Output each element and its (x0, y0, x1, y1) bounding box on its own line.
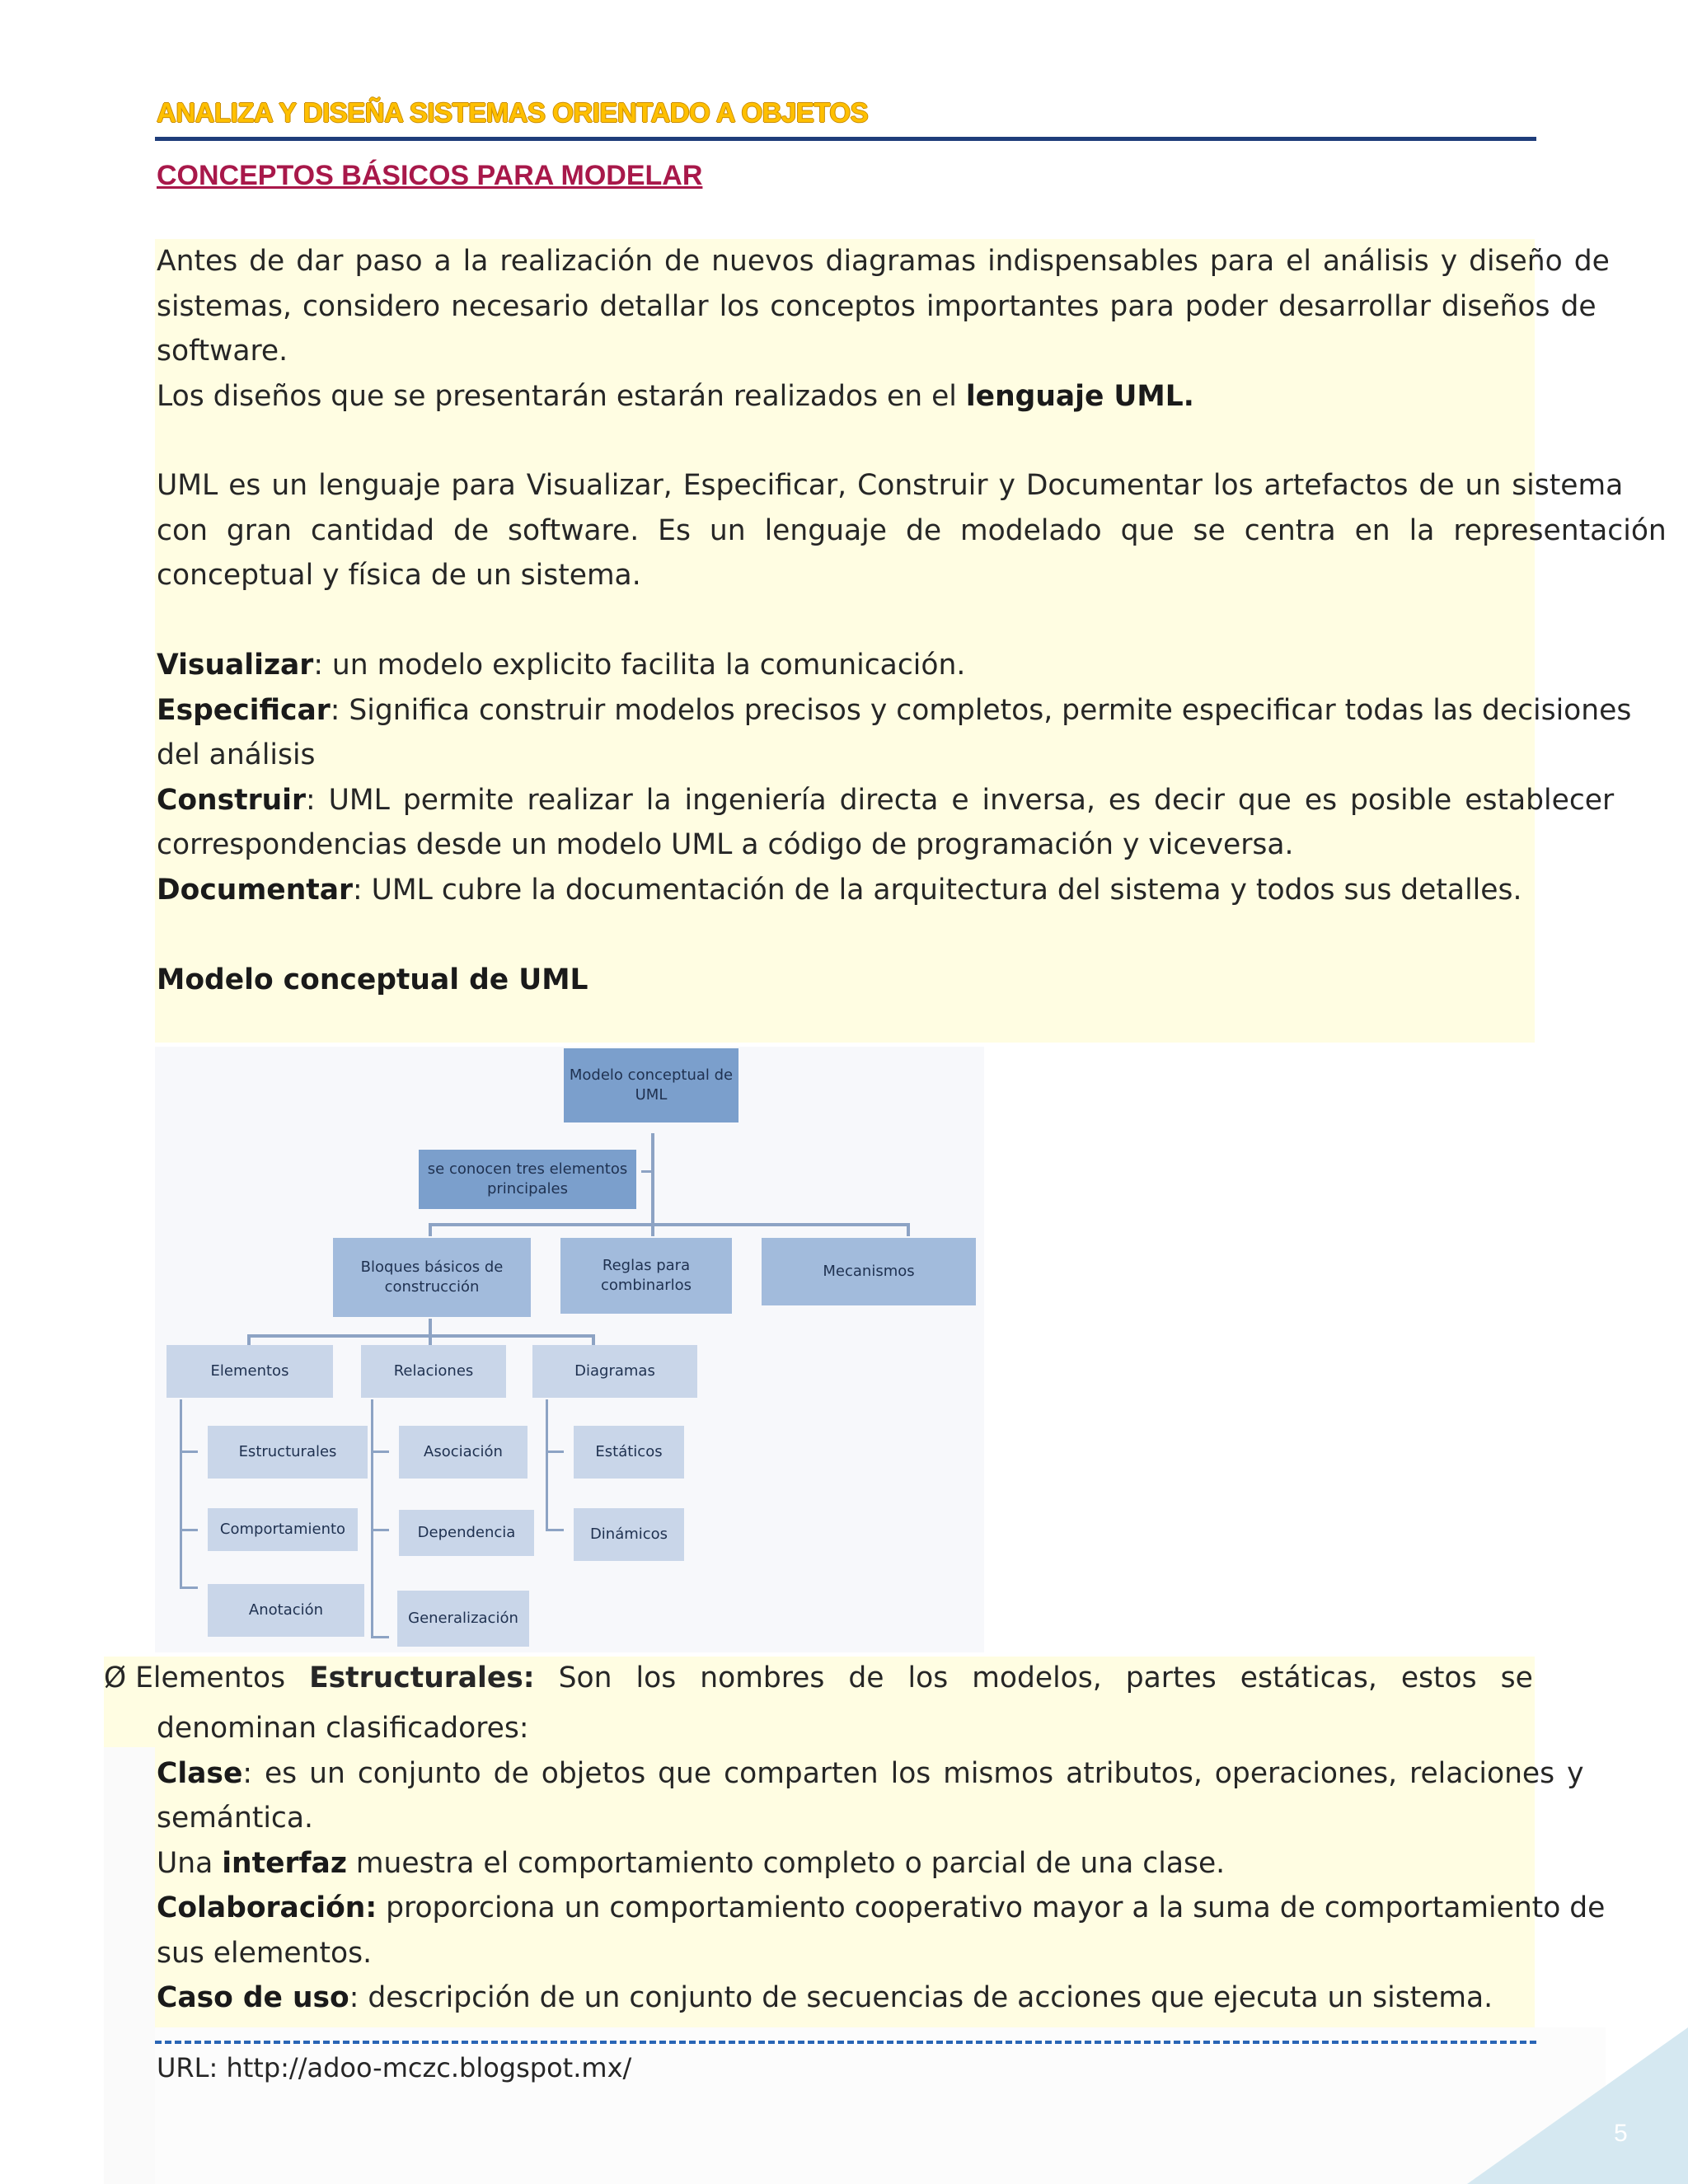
word: estáticas, (1240, 1661, 1377, 1694)
model-heading-text (157, 958, 1531, 1003)
diagram-node-estaticos: Estáticos (574, 1426, 684, 1479)
term-text: : Significa construir modelos precisos y completos, permite especificar todas las decisiones (330, 693, 1632, 727)
model-heading (157, 958, 1531, 1003)
term-construir (157, 778, 1615, 823)
connector (180, 1451, 198, 1453)
term-text: : UML permite realizar la ingeniería directa e inversa, es decir que es posible establecer (306, 783, 1615, 817)
word: los (635, 1661, 677, 1694)
diagram-node-estructurales: Estructurales (208, 1426, 368, 1479)
colab-line (157, 1886, 1606, 1931)
diagram-node-sub: se conocen tres elementos principales (419, 1150, 636, 1209)
term-especificar-cont: del análisis (157, 738, 316, 771)
clase-label: Clase (157, 1756, 243, 1790)
caso-text: : descripción de un conjunto de secuencias de acciones que ejecuta un sistema. (349, 1981, 1493, 2014)
term-construir-cont: correspondencias desde un modelo UML a código de programación y viceversa. (157, 828, 1294, 861)
term-label: Especificar (157, 693, 331, 727)
diagram-node-comportamiento: Comportamiento (208, 1508, 358, 1551)
word: Son (558, 1661, 612, 1694)
colab-cont: sus elementos. (157, 1936, 373, 1970)
word: partes (1125, 1661, 1217, 1694)
colab-text: proporciona un comportamiento cooperativo mayor a la suma de comportamiento de (377, 1891, 1606, 1924)
interfaz-label: interfaz (222, 1846, 347, 1880)
interfaz-line (157, 1841, 1531, 1886)
diagram-node-dependencia: Dependencia (399, 1510, 534, 1556)
corner-triangle (1467, 2027, 1688, 2184)
caso-label: Caso de uso (157, 1981, 349, 2014)
term-visualizar (157, 643, 1531, 688)
word: modelos, (972, 1661, 1102, 1694)
intro-line: Antes de dar paso a la realización de nuevos diagramas indispensables para el análisis y diseño de (157, 245, 1610, 278)
terms-list (157, 643, 1632, 912)
page-corner-decoration (1467, 2027, 1688, 2184)
word-bold: Estructurales: (309, 1661, 535, 1694)
diagram-node-root: Modelo conceptual de UML (564, 1048, 738, 1122)
intro-text: Los diseños que se presentarán estarán realizados en el (157, 379, 966, 413)
page-number: 5 (1614, 2120, 1628, 2147)
intro-line: sistemas, considero necesario detallar los conceptos importantes para poder desarrollar diseños de (157, 289, 1597, 323)
diagram-node-generalizacion: Generalización (397, 1591, 529, 1647)
term-label: Construir (157, 783, 307, 817)
bullet-glyph: Ø (104, 1661, 127, 1694)
connector (546, 1529, 564, 1531)
connector (651, 1223, 654, 1236)
intro-line (157, 374, 1531, 419)
connector (546, 1399, 548, 1531)
bullet-icon (104, 1661, 285, 1694)
word: se (1500, 1661, 1533, 1694)
elements-paragraph (157, 1706, 1606, 2021)
caso-line (157, 1975, 1531, 2021)
section-title: CONCEPTOS BÁSICOS PARA MODELAR (157, 160, 703, 191)
page-margin-strip (104, 1747, 155, 2184)
connector (371, 1451, 389, 1453)
connector (651, 1133, 654, 1226)
diagram-node-dinamicos: Dinámicos (574, 1508, 684, 1561)
connector (907, 1223, 910, 1236)
diagram-node-asociacion: Asociación (399, 1426, 528, 1479)
diagram-node-elementos: Elementos (166, 1345, 333, 1398)
intro-paragraph (157, 239, 1610, 419)
connector (371, 1636, 389, 1638)
elementos-estructurales-line (104, 1661, 1533, 1694)
word: nombres (700, 1661, 825, 1694)
connector (546, 1451, 564, 1453)
uml-def-line: con gran cantidad de software. Es un lenguaje de modelado que se centra en la representación (157, 513, 1667, 547)
term-label: Documentar (157, 873, 354, 907)
term-label: Visualizar (157, 649, 314, 682)
connector (429, 1223, 910, 1226)
diagram-node-diagramas: Diagramas (532, 1345, 697, 1398)
uml-def-line: UML es un lenguaje para Visualizar, Especificar, Construir y Documentar los artefactos de un sistema (157, 469, 1624, 502)
connector (641, 1170, 653, 1173)
diagram-node-reglas: Reglas para combinarlos (560, 1238, 732, 1314)
connector (180, 1586, 198, 1589)
elements-cont: denominan clasificadores: (157, 1712, 529, 1745)
interfaz-text: muestra el comportamiento completo o parcial de una clase. (346, 1846, 1226, 1880)
uml-concept-diagram (155, 1047, 984, 1652)
term-text: : UML cubre la documentación de la arquitectura del sistema y todos sus detalles. (353, 873, 1522, 907)
clase-text: : es un conjunto de objetos que comparten los mismos atributos, operaciones, relaciones y (242, 1756, 1584, 1790)
colab-label: Colaboración: (157, 1891, 377, 1924)
connector (371, 1529, 389, 1531)
document-header-title: ANALIZA Y DISEÑA SISTEMAS ORIENTADO A OBJETOS (157, 97, 869, 128)
connector (371, 1399, 373, 1638)
page-footer-area (155, 2027, 1606, 2184)
word: estos (1400, 1661, 1477, 1694)
term-documentar (157, 868, 1531, 913)
clase-line (157, 1751, 1584, 1797)
uml-def-line: conceptual y física de un sistema. (157, 559, 641, 592)
intro-line: software. (157, 335, 288, 368)
word: de (848, 1661, 884, 1694)
connector (429, 1223, 432, 1236)
connector (247, 1334, 595, 1338)
model-heading-label: Modelo conceptual de UML (157, 963, 588, 996)
diagram-node-relaciones: Relaciones (361, 1345, 506, 1398)
uml-definition-paragraph (157, 463, 1667, 598)
footer-dashed-rule (155, 2041, 1536, 2044)
connector (180, 1529, 198, 1531)
header-rule (155, 137, 1536, 141)
footer-url[interactable]: URL: http://adoo-mczc.blogspot.mx/ (157, 2052, 632, 2083)
diagram-node-mecanismos: Mecanismos (762, 1238, 976, 1305)
intro-bold: lenguaje UML. (965, 379, 1194, 413)
term-especificar (157, 688, 1632, 733)
connector (180, 1399, 182, 1589)
diagram-node-anotacion: Anotación (208, 1584, 364, 1637)
clase-cont: semántica. (157, 1802, 314, 1835)
word: los (907, 1661, 949, 1694)
term-text: : un modelo explicito facilita la comunicación. (313, 649, 966, 682)
word: Elementos (135, 1661, 286, 1694)
diagram-node-bloques: Bloques básicos de construcción (333, 1238, 531, 1317)
interfaz-pre: Una (157, 1846, 223, 1880)
